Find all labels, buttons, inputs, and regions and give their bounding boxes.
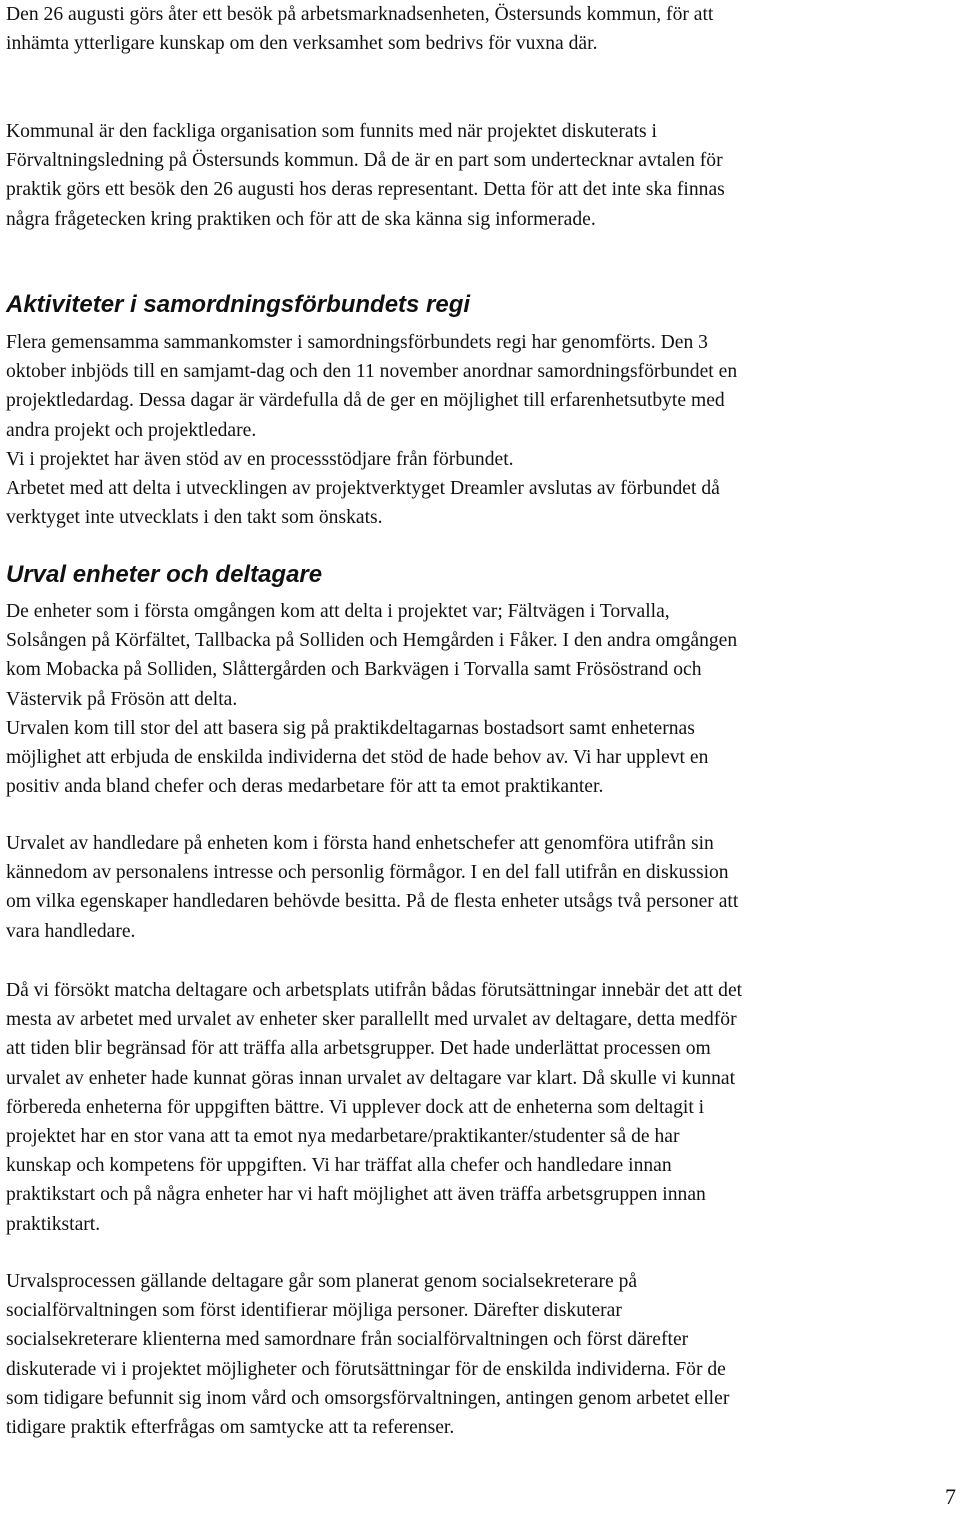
text-line: verktyget inte utvecklats i den takt som önskats. xyxy=(6,507,383,529)
text-line: positiv anda bland chefer och deras medarbetare för att ta emot praktikanter. xyxy=(6,776,604,798)
text-line: Arbetet med att delta i utvecklingen av projektverktyget Dreamler avslutas av förbundet då xyxy=(6,478,720,500)
section-heading-aktiviteter xyxy=(6,290,470,320)
text-line: diskuterade vi i projektet möjligheter och förutsättningar för de enskilda individerna. För de xyxy=(6,1358,726,1380)
section-heading-urval xyxy=(6,560,322,590)
text-line: kännedom av personalens intresse och personlig förmågor. I en del fall utifrån en diskussion xyxy=(6,862,729,884)
text-line: om vilka egenskaper handledaren behövde besitta. På de flesta enheter utsågs två personer att xyxy=(6,891,739,913)
text-line: inhämta ytterligare kunskap om den verksamhet som bedrivs för vuxna där. xyxy=(6,33,598,55)
paragraph-handledare xyxy=(6,829,738,946)
text-line: praktikstart och på några enheter har vi haft möjlighet att även träffa arbetsgruppen innan xyxy=(6,1184,706,1206)
text-line: Flera gemensamma sammankomster i samordningsförbundets regi har genomförts. Den 3 xyxy=(6,332,708,353)
text-line: möjlighet att erbjuda de enskilda individerna det stöd de hade behov av. Vi har upplevt en xyxy=(6,747,709,769)
text-line: socialsekreterare klienterna med samordnare från socialförvaltningen och först därefter xyxy=(6,1329,689,1351)
text-line: några frågetecken kring praktiken och för att de ska känna sig informerade. xyxy=(6,208,596,230)
text-line: Vi i projektet har även stöd av en processstödjare från förbundet. xyxy=(6,448,514,470)
text-line: Urvalet av handledare på enheten kom i första hand enhetschefer att genomföra utifrån sin xyxy=(6,833,714,854)
paragraph-urvalsprocessen xyxy=(6,1267,729,1442)
text-line: mesta av arbetet med urvalet av enheter sker parallellt med urvalet av deltagare, detta medför xyxy=(6,1009,737,1031)
heading-aktiviteter: Aktiviteter i samordningsförbundets regi xyxy=(6,291,471,318)
text-line: Västervik på Frösön att delta. xyxy=(6,688,238,710)
text-line: kunskap och kompetens för uppgiften. Vi har träffat alla chefer och handledare innan xyxy=(6,1155,672,1177)
paragraph-urval xyxy=(6,597,737,801)
paragraph-visit xyxy=(6,0,713,58)
text-line: Urvalsprocessen gällande deltagare går som planerat genom socialsekreterare på xyxy=(6,1271,638,1292)
paragraph-aktiviteter xyxy=(6,328,737,532)
text-line: tidigare praktik efterfrågas om samtycke att ta referenser. xyxy=(6,1417,455,1439)
text-line: Kommunal är den fackliga organisation som funnits med när projektet diskuterats i xyxy=(6,121,657,142)
text-line: andra projekt och projektledare. xyxy=(6,419,257,441)
text-line: Då vi försökt matcha deltagare och arbetsplats utifrån bådas förutsättningar innebär det att det xyxy=(6,980,743,1001)
text-line: praktikstart. xyxy=(6,1213,101,1235)
page-number: 7 xyxy=(945,1484,956,1509)
text-line: projektet har en stor vana att ta emot nya medarbetare/praktikanter/studenter så de har xyxy=(6,1126,680,1148)
text-line: som tidigare befunnit sig inom vård och omsorgsförvaltningen, antingen genom arbetet eller xyxy=(6,1387,730,1409)
text-line: De enheter som i första omgången kom att delta i projektet var; Fältvägen i Torvalla, xyxy=(6,601,670,622)
text-line: Förvaltningsledning på Östersunds kommun. Då de är en part som undertecknar avtalen för xyxy=(6,150,723,172)
text-line: Urvalen kom till stor del att basera sig på praktikdeltagarnas bostadsort samt enheternas xyxy=(6,717,695,739)
text-line: oktober inbjöds till en samjamt-dag och den 11 november anordnar samordningsförbundet en xyxy=(6,361,738,383)
text-line: kom Mobacka på Solliden, Slåttergården och Barkvägen i Torvalla samt Frösöstrand och xyxy=(6,659,702,681)
text-line: Solsången på Körfältet, Tallbacka på Solliden och Hemgården i Fåker. I den andra omgången xyxy=(6,630,738,652)
text-line: urvalet av enheter hade kunnat göras innan urvalet av deltagare var klart. Då skulle vi kunnat xyxy=(6,1067,736,1089)
paragraph-matcha xyxy=(6,976,742,1239)
text-line: vara handledare. xyxy=(6,920,136,942)
text-line: förbereda enheterna för uppgiften bättre. Vi upplever dock att de enheterna som deltagit i xyxy=(6,1096,705,1118)
text-line: projektledardag. Dessa dagar är värdefulla då de ger en möjlighet till erfarenhetsutbyte med xyxy=(6,390,725,412)
text-line: praktik görs ett besök den 26 augusti hos deras representant. Detta för att det inte ska finnas xyxy=(6,179,725,201)
heading-urval: Urval enheter och deltagare xyxy=(6,561,323,588)
text-line: att tiden blir begränsad för att träffa alla arbetsgrupper. Det hade underlättat processen om xyxy=(6,1038,711,1060)
text-line: socialförvaltningen som först identifierar möjliga personer. Därefter diskuterar xyxy=(6,1300,622,1322)
text-line: Den 26 augusti görs åter ett besök på arbetsmarknadsenheten, Östersunds kommun, för att xyxy=(6,4,714,25)
paragraph-kommunal xyxy=(6,117,725,234)
